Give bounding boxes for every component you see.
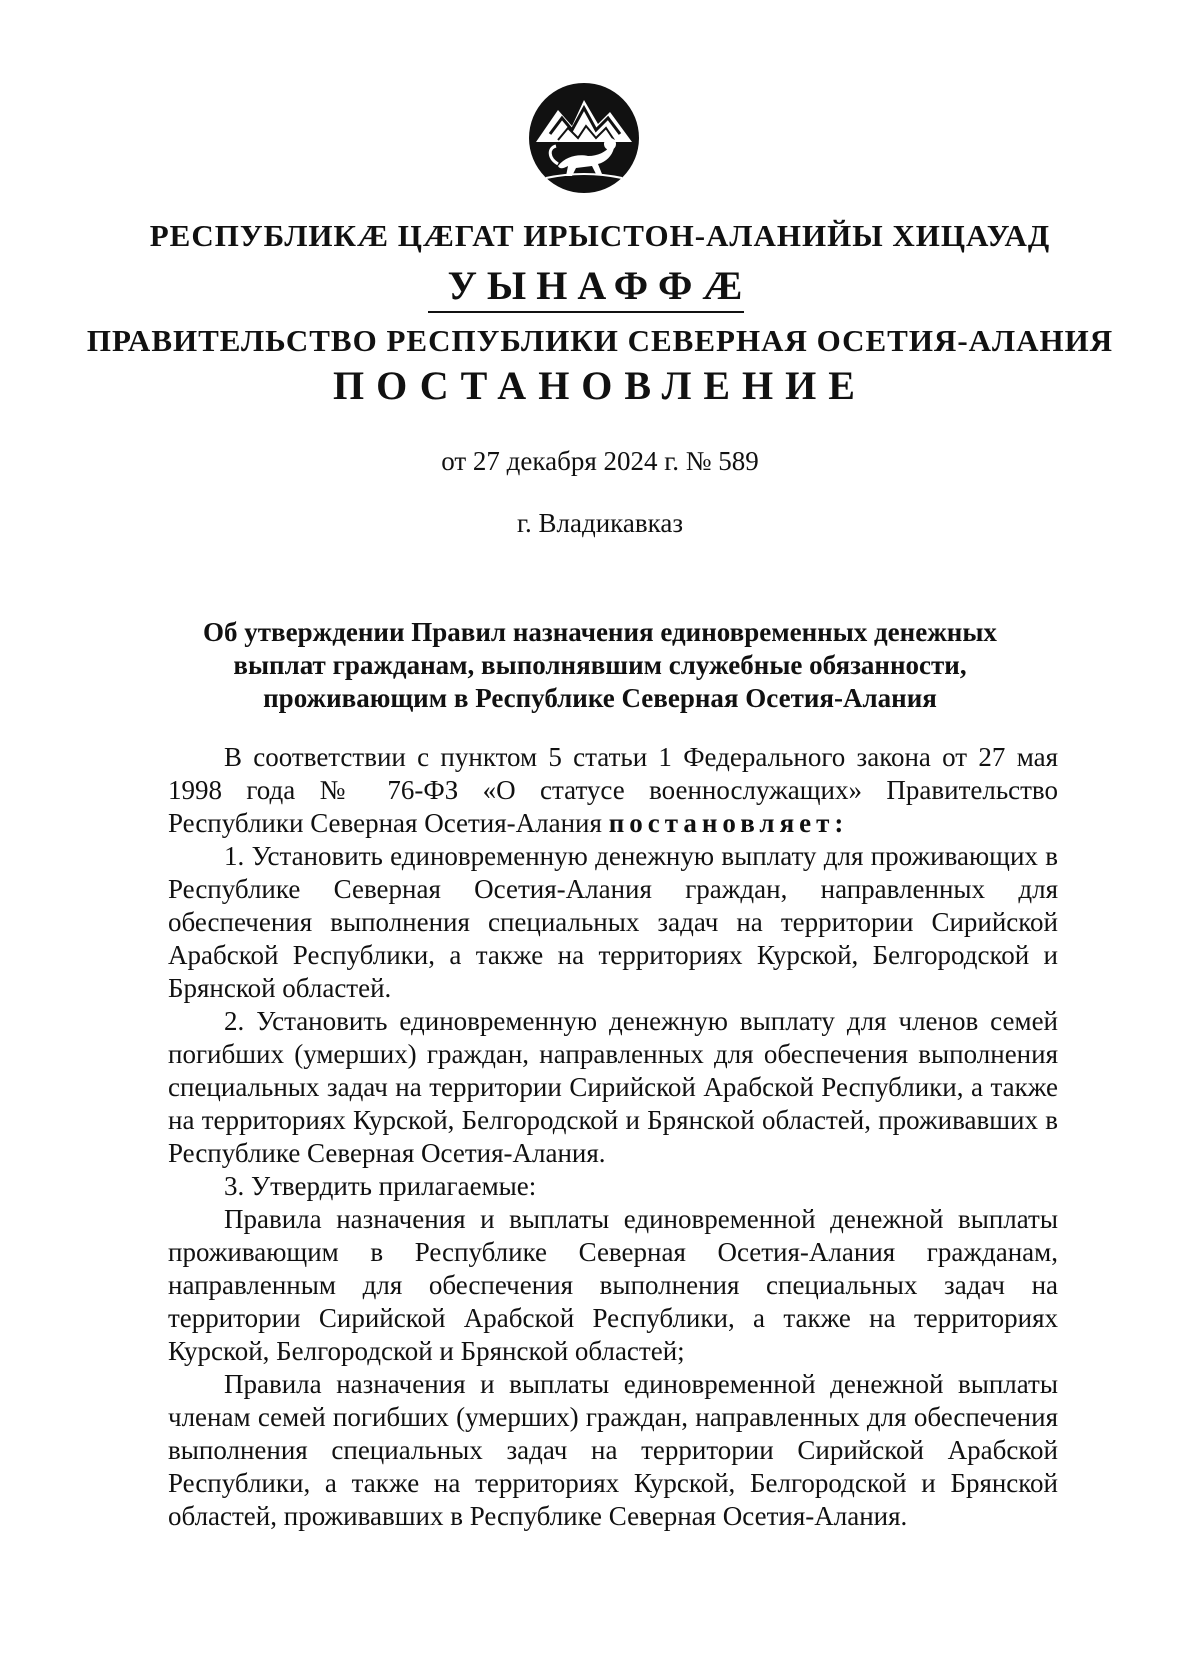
decree-city: г. Владикавказ bbox=[517, 508, 683, 538]
decree-word-russian: ПОСТАНОВЛЕНИЕ bbox=[333, 363, 867, 408]
org-name-ossetian: РЕСПУБЛИКӔ ЦӔГАТ ИРЫСТОН-АЛАНИЙЫ ХИЦАУАД bbox=[149, 218, 1051, 253]
item-1-paragraph: 1. Установить единовременную денежную выплату для проживающих в Республике Северная Осетия-Алания граждан, направленных для обеспечения выполнения специальных задач на территории Сирийской Арабской Республики, а также на территориях Курской, Белгородской и Брянской областей. bbox=[168, 841, 1058, 1003]
decree-body bbox=[168, 741, 1058, 1533]
decree-date-number: от 27 декабря 2024 г. № 589 bbox=[441, 446, 759, 476]
item-3-paragraph: 3. Утвердить прилагаемые: bbox=[224, 1171, 537, 1201]
decree-title bbox=[0, 616, 1200, 715]
title-line: проживающим в Республике Северная Осетия-Алания bbox=[263, 683, 937, 713]
decree-word-ossetian: УЫНАФФӔ bbox=[447, 263, 753, 308]
preamble-verb: постановляет: bbox=[608, 808, 849, 838]
item-2-paragraph: 2. Установить единовременную денежную выплату для членов семей погибших (умерших) граждан, направленных для обеспечения выполнения специальных задач на территории Сирийской Арабской Республики, а также на территориях Курской, Белгородской и Брянской областей, проживавших в Республике Северная Осетия-Алания. bbox=[168, 1006, 1058, 1168]
rules-b-paragraph: Правила назначения и выплаты единовременной денежной выплаты членам семей погибших (умерших) граждан, направленных для обеспечения выполнения специальных задач на территории Сирийской Арабской Республики, а также на территориях Курской, Белгородской и Брянской областей, проживавших в Республике Северная Осетия-Алания. bbox=[168, 1369, 1058, 1531]
coat-of-arms-icon bbox=[528, 82, 640, 194]
title-line: Об утверждении Правил назначения единовременных денежных bbox=[203, 617, 997, 647]
title-line: выплат гражданам, выполнявшим служебные обязанности, bbox=[233, 650, 967, 680]
preamble-paragraph bbox=[168, 741, 1058, 840]
header-divider bbox=[428, 311, 744, 313]
rules-a-paragraph: Правила назначения и выплаты единовременной денежной выплаты проживающим в Республике Северная Осетия-Алания гражданам, направленным для обеспечения выполнения специальных задач на территории Сирийской Арабской Республики, а также на территориях Курской, Белгородской и Брянской областей; bbox=[168, 1204, 1058, 1366]
preamble-text: В соответствии с пунктом 5 статьи 1 Федерального закона от 27 мая 1998 года № 76-ФЗ «О статусе военнослужащих» Правительство Республики Северная Осетия-Алания bbox=[168, 742, 1058, 838]
org-name-russian: ПРАВИТЕЛЬСТВО РЕСПУБЛИКИ СЕВЕРНАЯ ОСЕТИЯ-АЛАНИЯ bbox=[86, 323, 1114, 358]
